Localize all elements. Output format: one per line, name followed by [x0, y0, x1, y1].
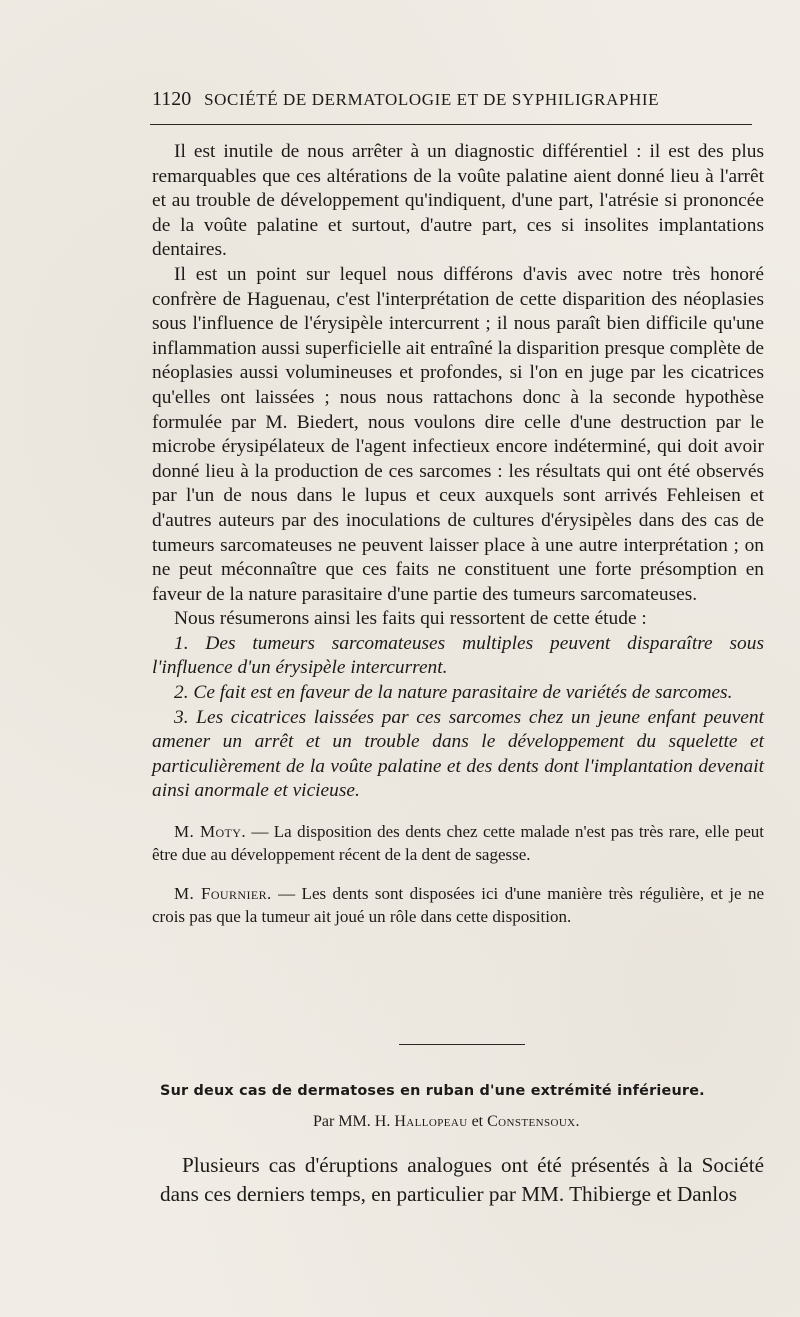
section-separator: [399, 1044, 525, 1045]
article-byline: [313, 1113, 580, 1131]
conclusion-1: 1. Des tumeurs sarcomateuses multiples peuvent disparaître sous l'influence d'un érysipèle intercurrent.: [152, 632, 764, 679]
speaker-remark: — La disposition des dents chez cette malade n'est pas très rare, elle peut être due au développement récent de la dent de sagesse.: [152, 822, 765, 865]
speaker-remark: — Les dents sont disposées ici d'une manière très régulière, et je ne crois pas que la tumeur ait joué un rôle dans cette disposition.: [152, 884, 765, 927]
paragraph-interpretation: Il est un point sur lequel nous différons d'avis avec notre très honoré confrère de Haguenau, c'est l'interprétation de cette disparition des néoplasies sous l'influence de l'érysipèle intercurrent ; il nous paraît bien difficile qu'une inflammation aussi superficielle ait entraîné la disparition presque complète de néoplasies aussi volumineuses et profondes, si l'on en juge par les cicatrices qu'elles ont laissées ; nous nous rattachons donc à la seconde hypothèse formulée par M. Biedert, nous voulons dire celle d'une destruction par le microbe érysipélateux de l'agent infectieux encore indéterminé, qui doit avoir donné lieu à la production de ces sarcomes : les résultats qui ont été observés par l'un de nous dans le lupus et ceux auxquels sont arrivés Fehleisen et d'autres auteurs par des inoculations de cultures d'érysipèles dans des cas de tumeurs sarcomateuses ne peuvent laisser place à une autre interprétation ; on ne peut méconnaître que ces faits ne constituent une forte présomption en faveur de la nature parasitaire d'une partie des tumeurs sarcomateuses.: [152, 263, 764, 605]
discussion-moty: [152, 820, 764, 866]
running-header: [152, 88, 752, 111]
author-name: Constensoux.: [487, 1113, 580, 1130]
header-rule: [150, 124, 752, 125]
paragraph-summary-intro: Nous résumerons ainsi les faits qui ressortent de cette étude :: [174, 608, 647, 630]
paragraph-diagnosis: Il est inutile de nous arrêter à un diagnostic différentiel : il est des plus remarquables que ces altérations de la voûte palatine aient donné lieu à l'arrêt et au trouble de développement qu'indiquent, d'une part, l'atrésie si prononcée de la voûte palatine et surtout, d'autre part, ces si insolites implantations dentaires.: [152, 141, 764, 261]
article-title: Sur deux cas de dermatoses en ruban d'une extrémité inférieure.: [160, 1083, 705, 1099]
article-opening: Plusieurs cas d'éruptions analogues ont été présentés à la Société dans ces derniers temps, en particulier par MM. Thibierge et Danlos: [160, 1153, 764, 1206]
conclusion-3: 3. Les cicatrices laissées par ces sarcomes chez un jeune enfant peuvent amener un arrêt et un trouble dans le développement du squelette et particulièrement de la voûte palatine et des dents dont l'implantation devenait ainsi anormale et vicieuse.: [152, 706, 764, 802]
speaker-name: M. Fournier.: [174, 884, 272, 904]
byline-joiner: et: [471, 1113, 484, 1130]
author-name: Hallopeau: [394, 1113, 468, 1130]
byline-prefix: Par MM. H.: [313, 1113, 391, 1130]
article-body: [160, 1151, 764, 1209]
speaker-name: M. Moty.: [174, 822, 246, 842]
conclusion-2: 2. Ce fait est en faveur de la nature parasitaire de variétés de sarcomes.: [174, 682, 733, 704]
discussion-fournier: [152, 882, 764, 928]
main-text: [152, 140, 764, 928]
running-title: SOCIÉTÉ DE DERMATOLOGIE ET DE SYPHILIGRAPHIE: [204, 90, 660, 109]
page-number: 1120: [152, 88, 192, 110]
